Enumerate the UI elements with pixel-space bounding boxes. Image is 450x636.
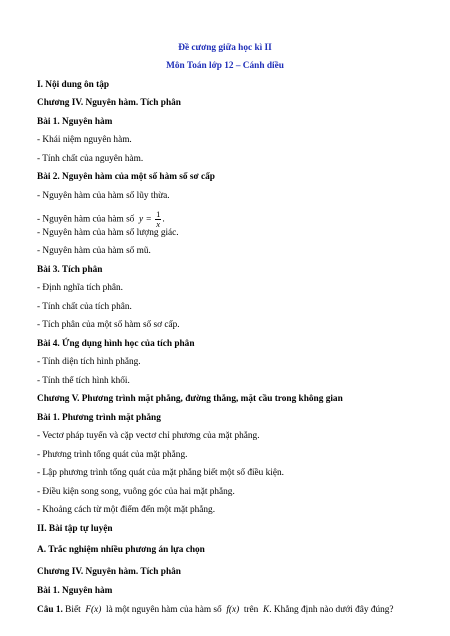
document-title: Đề cương giữa học kì II xyxy=(178,43,272,53)
section-heading: I. Nội dung ôn tập xyxy=(37,80,110,90)
list-item: - Khoảng cách từ một điểm đến một mặt phẳng. xyxy=(37,505,216,515)
formula-suffix: . xyxy=(162,214,165,225)
list-item: - Định nghĩa tích phân. xyxy=(37,283,123,293)
list-item-formula xyxy=(37,210,430,229)
subsection-heading: A. Trắc nghiệm nhiều phương án lựa chọn xyxy=(37,545,205,555)
math-f-x: f(x) xyxy=(226,605,240,615)
list-item: - Lập phương trình tổng quát của mặt phẳng biết một số điều kiện. xyxy=(37,468,284,478)
fraction-numerator: 1 xyxy=(156,209,161,219)
fraction-denominator: x xyxy=(156,219,161,229)
list-item: - Nguyên hàm của hàm số mũ. xyxy=(37,246,151,256)
chapter-heading: Chương V. Phương trình mặt phẳng, đường thẳng, mặt cầu trong không gian xyxy=(37,394,343,404)
question-text: trên xyxy=(243,605,259,615)
list-item: - Khái niệm nguyên hàm. xyxy=(37,135,132,145)
question-text: . Khẳng định nào dưới đây đúng? xyxy=(269,605,394,615)
formula-lhs: y = xyxy=(139,214,152,225)
list-item: - Nguyên hàm của hàm số lũy thừa. xyxy=(37,191,170,201)
section-heading: II. Bài tập tự luyện xyxy=(37,524,113,534)
lesson-heading: Bài 1. Nguyên hàm xyxy=(37,117,113,127)
question-text: Biết xyxy=(65,605,81,615)
list-item: - Tính thể tích hình khối. xyxy=(37,376,130,386)
question-label: Câu 1. xyxy=(37,605,63,615)
lesson-heading: Bài 2. Nguyên hàm của một số hàm số sơ cấp xyxy=(37,172,215,182)
lesson-heading: Bài 4. Ứng dụng hình học của tích phân xyxy=(37,339,195,349)
list-item: - Tích phân của một số hàm số sơ cấp. xyxy=(37,320,180,330)
lesson-heading: Bài 1. Phương trình mặt phẳng xyxy=(37,413,161,423)
lesson-heading: Bài 3. Tích phân xyxy=(37,265,103,275)
fraction xyxy=(155,210,161,229)
list-item: - Tính chất của nguyên hàm. xyxy=(37,154,144,164)
list-item: - Điều kiện song song, vuông góc của hai mặt phẳng. xyxy=(37,487,235,497)
chapter-heading: Chương IV. Nguyên hàm. Tích phân xyxy=(37,567,181,577)
lesson-heading: Bài 1. Nguyên hàm xyxy=(37,586,113,596)
document-subtitle: Môn Toán lớp 12 – Cánh diều xyxy=(166,61,284,71)
math-F-x: F(x) xyxy=(85,605,102,615)
question-text: là một nguyên hàm của hàm số xyxy=(105,605,222,615)
list-item: - Tính chất của tích phân. xyxy=(37,302,132,312)
math-K: K xyxy=(263,605,270,615)
list-item: - Phương trình tổng quát của mặt phẳng. xyxy=(37,450,188,460)
list-item: - Vectơ pháp tuyến và cặp vectơ chỉ phương của mặt phẳng. xyxy=(37,431,260,441)
list-item: - Tính diện tích hình phẳng. xyxy=(37,357,141,367)
chapter-heading: Chương IV. Nguyên hàm. Tích phân xyxy=(37,98,181,108)
question-1 xyxy=(37,605,430,616)
list-item: - Nguyên hàm của hàm số lượng giác. xyxy=(37,228,179,238)
formula-prefix: - Nguyên hàm của hàm số xyxy=(37,214,135,225)
